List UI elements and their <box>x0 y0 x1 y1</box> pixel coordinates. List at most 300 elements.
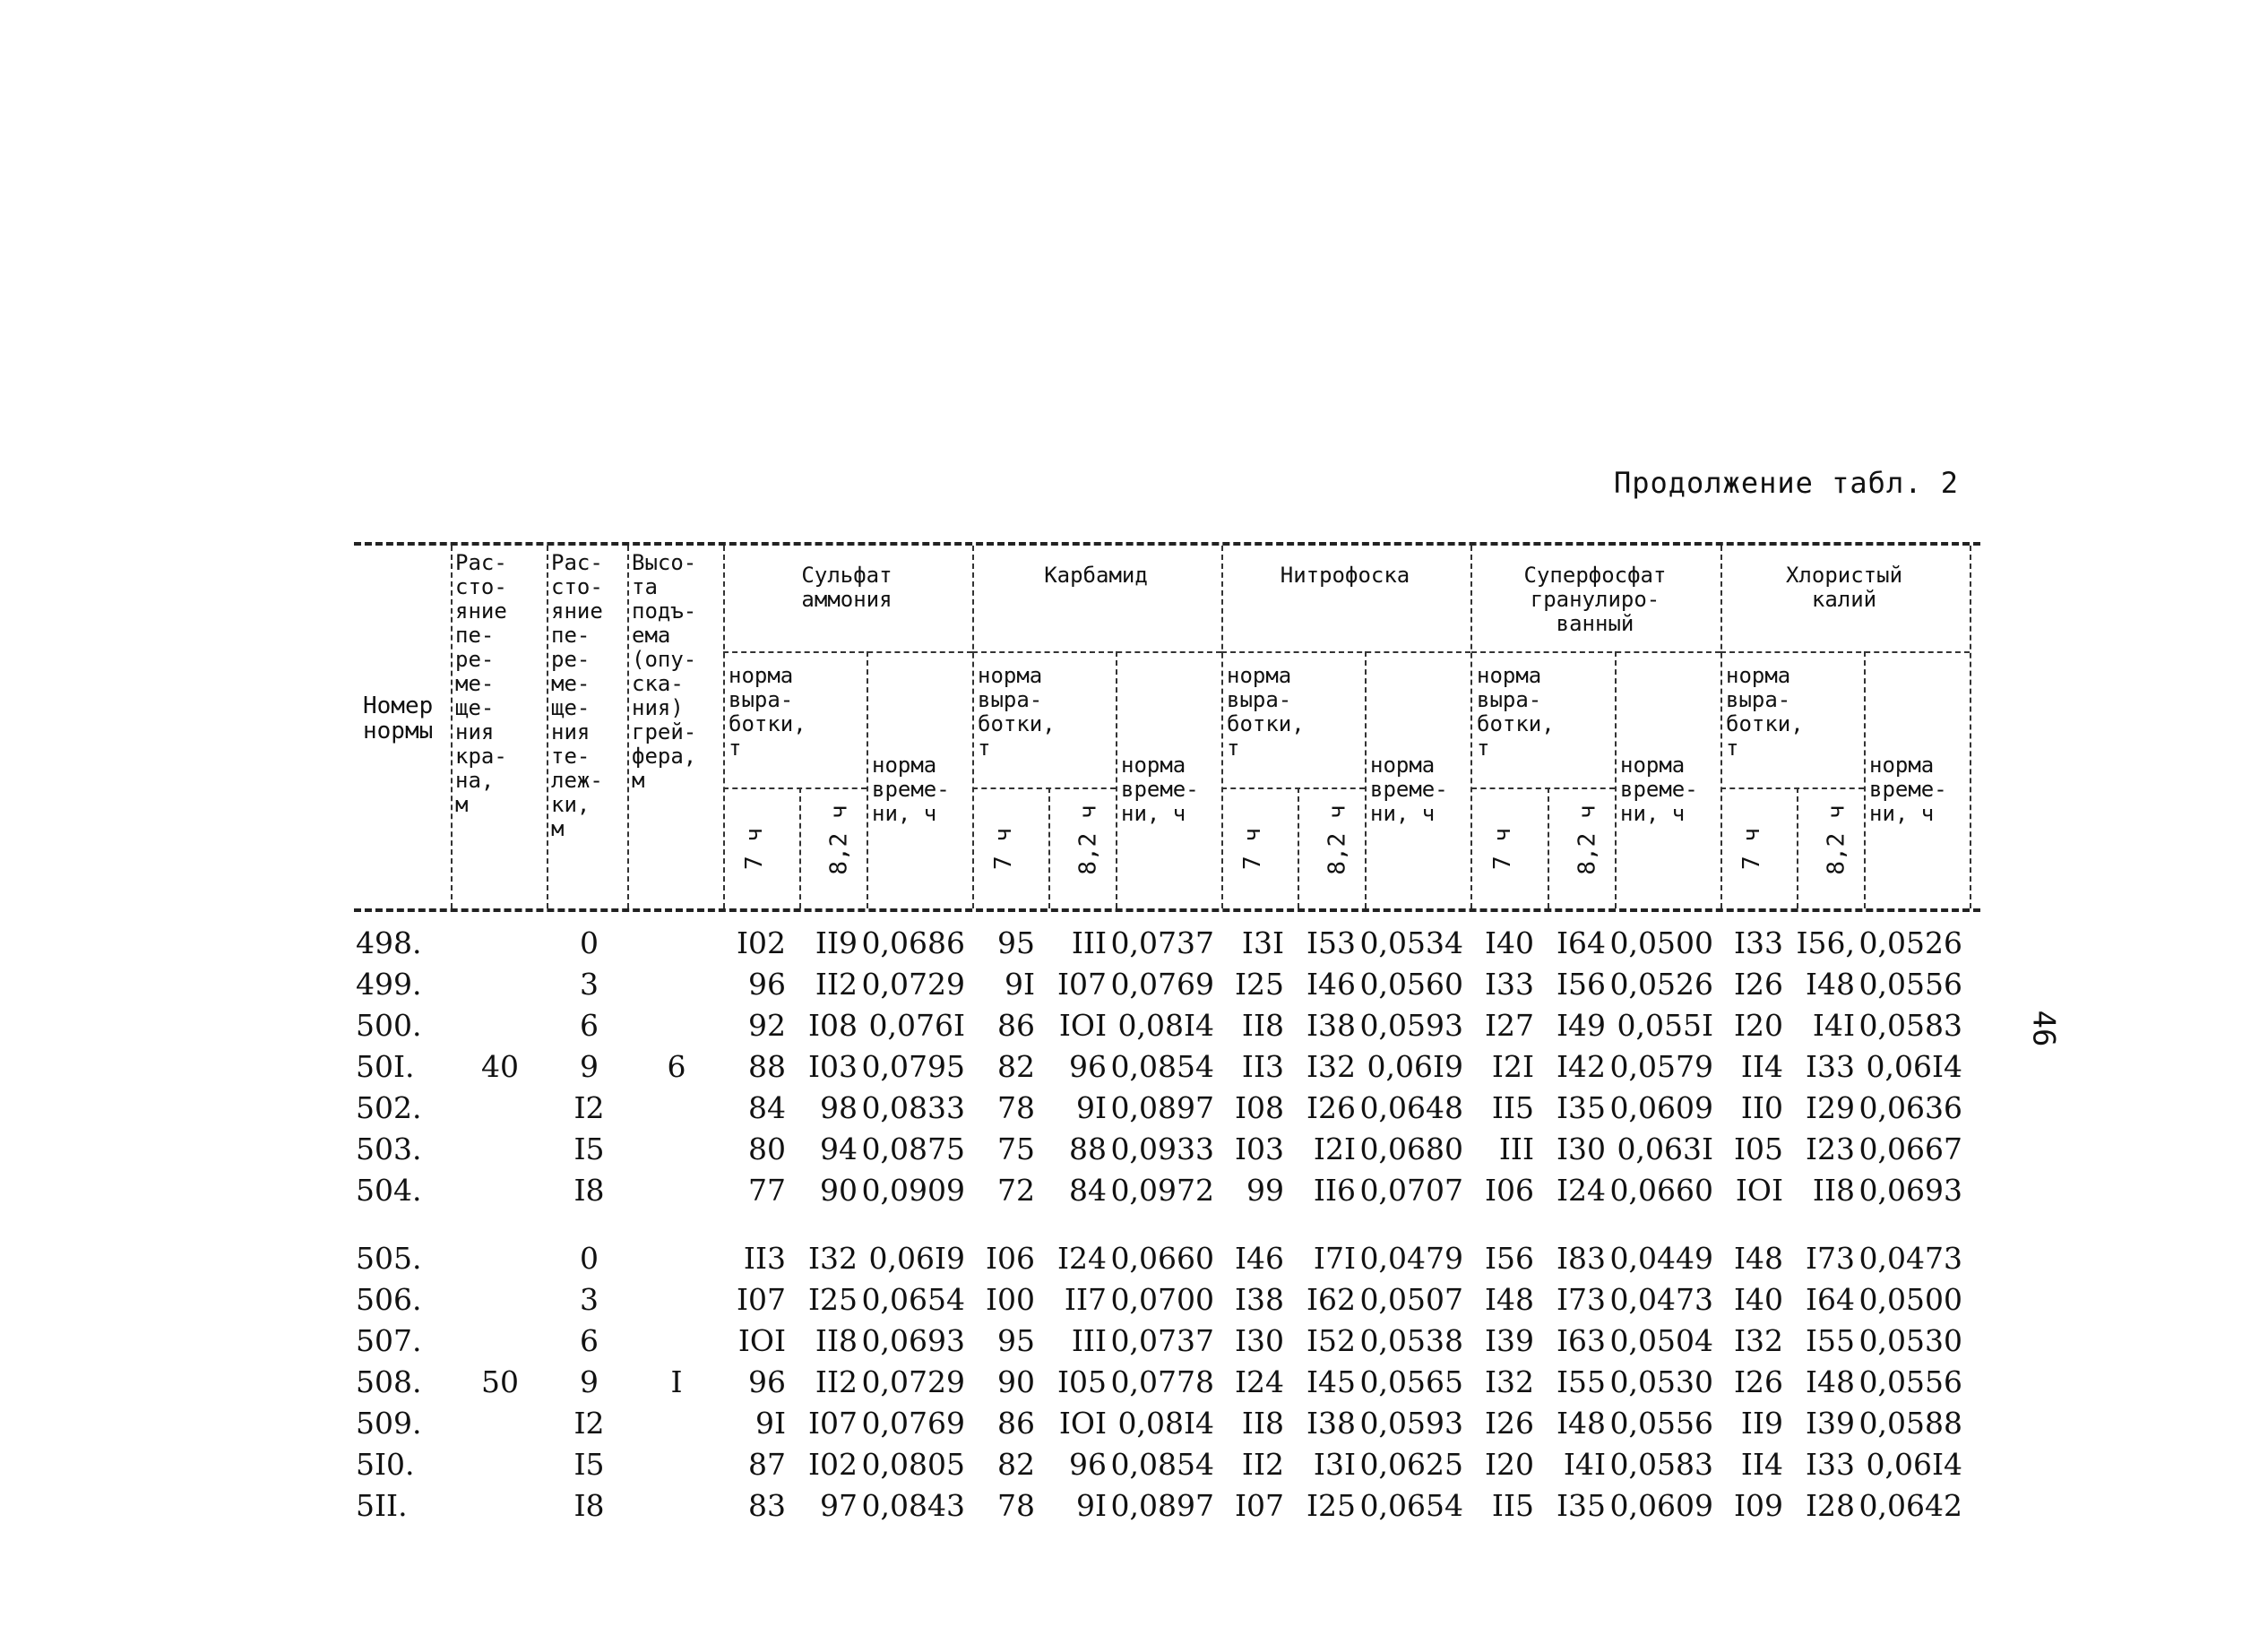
table-cell: 0,0660 <box>1609 1173 1713 1208</box>
table-cell: 0,0565 <box>1359 1364 1463 1399</box>
table-cell: I07 <box>807 1406 858 1441</box>
table-cell: 0,0654 <box>1359 1488 1463 1523</box>
table-cell: 82 <box>997 1447 1035 1482</box>
table-cell: 0,0897 <box>1110 1488 1214 1523</box>
table-cell: 0,0593 <box>1359 1406 1463 1441</box>
table-cell: I25 <box>1234 967 1284 1002</box>
table-cell: II0 <box>1740 1090 1783 1125</box>
table-cell: I29 <box>1805 1090 1855 1125</box>
header-rule <box>1720 787 1864 789</box>
table-cell: I40 <box>1733 1282 1783 1317</box>
table-cell: 0,0642 <box>1858 1488 1962 1523</box>
table-cell: 90 <box>820 1173 858 1208</box>
table-cell: 0,0795 <box>861 1049 965 1084</box>
table-cell: 9I <box>1075 1488 1107 1523</box>
table-cell: 0,0583 <box>1609 1447 1713 1482</box>
header-separator <box>451 546 453 908</box>
header-group-name: Хлористый калий <box>1785 563 1903 612</box>
table-cell: I32 <box>1733 1323 1783 1358</box>
table-cell: 9I <box>1004 967 1035 1002</box>
header-group-name: Нитрофоска <box>1280 563 1410 588</box>
row-num: 498. <box>356 925 422 960</box>
table-cell: I05 <box>1733 1131 1783 1166</box>
table-cell: 86 <box>997 1406 1035 1441</box>
table-cell: 0,0729 <box>861 967 965 1002</box>
table-cell: I26 <box>1484 1406 1534 1441</box>
table-cell: 84 <box>1069 1173 1107 1208</box>
table-cell: 0,0693 <box>1858 1173 1962 1208</box>
table-cell: 82 <box>997 1049 1035 1084</box>
table-cell: I49 <box>1556 1008 1606 1043</box>
header-subcol-7h: 7 ч <box>1738 828 1765 870</box>
table-cell: IOI <box>737 1323 786 1358</box>
cell-trolley-distance: 9 <box>580 1364 599 1399</box>
header-separator <box>1470 546 1472 908</box>
header-separator <box>547 546 548 908</box>
table-cell: I56 <box>1556 967 1606 1002</box>
table-cell: 96 <box>748 1364 786 1399</box>
table-row <box>354 1170 1980 1211</box>
row-num: 507. <box>356 1323 422 1358</box>
row-num: 502. <box>356 1090 422 1125</box>
row-num: 499. <box>356 967 422 1002</box>
row-num: 504. <box>356 1173 422 1208</box>
table-cell: I38 <box>1306 1406 1356 1441</box>
header-group-name: Сульфат аммония <box>801 563 893 612</box>
table-cell: II9 <box>1740 1406 1783 1441</box>
table-cell: 0,0933 <box>1110 1131 1214 1166</box>
header-subcol-7h: 7 ч <box>1488 828 1516 870</box>
table-cell: 0,0500 <box>1858 1282 1962 1317</box>
header-subcol-8h: 8,2 ч <box>825 804 853 875</box>
table-cell: 98 <box>820 1090 858 1125</box>
table-row <box>354 1238 1980 1279</box>
table-cell: I35 <box>1556 1090 1606 1125</box>
table-cell: 95 <box>997 1323 1035 1358</box>
header-rule <box>723 787 867 789</box>
header-separator <box>1298 787 1299 908</box>
row-num: 506. <box>356 1282 422 1317</box>
table-cell: III <box>1498 1131 1534 1166</box>
table-cell: I32 <box>807 1241 858 1276</box>
table-cell: I73 <box>1556 1282 1606 1317</box>
table-cell: 0,0534 <box>1359 925 1463 960</box>
row-num: 500. <box>356 1008 422 1043</box>
table-cell: 0,0686 <box>861 925 965 960</box>
table-row <box>354 1321 1980 1362</box>
table-cell: 0,06I4 <box>1866 1049 1962 1084</box>
table-body <box>354 923 1980 1527</box>
table-cell: I30 <box>1234 1323 1284 1358</box>
row-num: 5I0. <box>356 1447 415 1482</box>
header-separator <box>867 651 868 908</box>
table-cell: 9I <box>1075 1090 1107 1125</box>
cell-trolley-distance: I8 <box>573 1488 605 1523</box>
table-cell: I24 <box>1556 1173 1606 1208</box>
header-rule <box>1221 651 1470 653</box>
table-cell: 0,0843 <box>861 1488 965 1523</box>
table-cell: 0,0660 <box>1110 1241 1214 1276</box>
table-cell: 96 <box>748 967 786 1002</box>
table-cell: 78 <box>997 1488 1035 1523</box>
row-group <box>354 923 1980 1211</box>
row-num: 505. <box>356 1241 422 1276</box>
table-row <box>354 1403 1980 1444</box>
table-cell: 0,0538 <box>1359 1323 1463 1358</box>
table-cell: I7I <box>1313 1241 1356 1276</box>
header-separator <box>1548 787 1549 908</box>
table-cell: I33 <box>1805 1447 1855 1482</box>
page-number: 46 <box>2025 1010 2062 1047</box>
table-cell: I4I <box>1812 1008 1855 1043</box>
table-cell: 0,0693 <box>861 1323 965 1358</box>
table-cell: 94 <box>820 1131 858 1166</box>
table-cell: 0,0556 <box>1858 967 1962 1002</box>
table-cell: II8 <box>1812 1173 1855 1208</box>
header-time: норма време- ни, ч <box>1869 753 1947 826</box>
table-cell: 0,0854 <box>1110 1049 1214 1084</box>
table-cell: I2I <box>1491 1049 1534 1084</box>
table-cell: I02 <box>736 925 786 960</box>
table-cell: I07 <box>1056 967 1107 1002</box>
table-cell: I55 <box>1556 1364 1606 1399</box>
table-cell: 0,0507 <box>1359 1282 1463 1317</box>
table-cell: I73 <box>1805 1241 1855 1276</box>
table-cell: I48 <box>1805 1364 1855 1399</box>
table-row <box>354 1088 1980 1129</box>
table-cell: I48 <box>1556 1406 1606 1441</box>
cell-trolley-distance: 3 <box>580 1282 599 1317</box>
table-cell: 0,0680 <box>1359 1131 1463 1166</box>
cell-trolley-distance: I5 <box>573 1131 605 1166</box>
header-time: норма време- ни, ч <box>1121 753 1199 826</box>
table-cell: 9I <box>755 1406 786 1441</box>
table-cell: 0,06I4 <box>1866 1447 1962 1482</box>
table-cell: IOI <box>1058 1008 1107 1043</box>
table-cell: I26 <box>1733 1364 1783 1399</box>
table-cell: I33 <box>1805 1049 1855 1084</box>
header-subcol-7h: 7 ч <box>1238 828 1266 870</box>
table-cell: 0,0579 <box>1609 1049 1713 1084</box>
cell-trolley-distance: 9 <box>580 1049 599 1084</box>
row-num: 50I. <box>356 1049 415 1084</box>
table-cell: I24 <box>1056 1241 1107 1276</box>
table-cell: I23 <box>1805 1131 1855 1166</box>
header-output: норма выра- ботки, т <box>1477 663 1555 761</box>
header-separator <box>972 546 974 908</box>
table-cell: 0,0504 <box>1609 1323 1713 1358</box>
table-cell: IOI <box>1058 1406 1107 1441</box>
table-cell: I26 <box>1733 967 1783 1002</box>
table-cell: IOI <box>1735 1173 1783 1208</box>
table-cell: I64 <box>1556 925 1606 960</box>
cell-trolley-distance: I2 <box>573 1090 605 1125</box>
table-cell: I06 <box>985 1241 1035 1276</box>
table-cell: I2I <box>1313 1131 1356 1166</box>
table-cell: II4 <box>1740 1447 1783 1482</box>
table-row <box>354 1444 1980 1485</box>
table-cell: 0,0479 <box>1359 1241 1463 1276</box>
header-separator <box>799 787 801 908</box>
header-separator <box>1720 546 1722 908</box>
table-cell: I48 <box>1484 1282 1534 1317</box>
table-cell: I56 <box>1484 1241 1534 1276</box>
table-cell: I24 <box>1234 1364 1284 1399</box>
table-cell: I52 <box>1306 1323 1356 1358</box>
table-cell: I06 <box>1484 1173 1534 1208</box>
table-cell: I08 <box>807 1008 858 1043</box>
table-cell: I07 <box>736 1282 786 1317</box>
table-cell: 0,0729 <box>861 1364 965 1399</box>
table-cell: 0,0805 <box>861 1447 965 1482</box>
table-cell: 96 <box>1069 1447 1107 1482</box>
table-cell: 75 <box>997 1131 1035 1166</box>
table-cell: II5 <box>1491 1488 1534 1523</box>
table-row <box>354 1046 1980 1088</box>
table-cell: 0,0473 <box>1609 1282 1713 1317</box>
table-cell: 0,0556 <box>1609 1406 1713 1441</box>
table-cell: 0,0636 <box>1858 1090 1962 1125</box>
table-cell: II8 <box>815 1323 858 1358</box>
table-cell: 95 <box>997 925 1035 960</box>
table-cell: I00 <box>985 1282 1035 1317</box>
cell-trolley-distance: 6 <box>580 1323 599 1358</box>
header-height: Высо- та подъ- ема (опу- ска- ния) грей- фера, м <box>632 550 697 793</box>
table-cell: I03 <box>807 1049 858 1084</box>
table-cell: 92 <box>748 1008 786 1043</box>
cell-height: 6 <box>667 1049 686 1084</box>
row-num: 5II. <box>356 1488 408 1523</box>
table-cell: I27 <box>1484 1008 1534 1043</box>
table-cell: 0,0833 <box>861 1090 965 1125</box>
header-subcol-8h: 8,2 ч <box>1574 804 1601 875</box>
row-num: 509. <box>356 1406 422 1441</box>
table-cell: 0,063I <box>1617 1131 1713 1166</box>
table-cell: 0,0530 <box>1609 1364 1713 1399</box>
table-cell: II8 <box>1241 1406 1284 1441</box>
table-cell: I53 <box>1306 925 1356 960</box>
header-num: Номер нормы <box>363 693 434 744</box>
table-cell: II5 <box>1491 1090 1534 1125</box>
header-group-name: Суперфосфат гранулиро- ванный <box>1523 563 1667 636</box>
table-row <box>354 1129 1980 1170</box>
header-output: норма выра- ботки, т <box>729 663 806 761</box>
norms-table <box>354 542 1980 1527</box>
table-cell: 0,0556 <box>1858 1364 1962 1399</box>
table-cell: 0,0449 <box>1609 1241 1713 1276</box>
cell-trolley-distance: I5 <box>573 1447 605 1482</box>
header-rule <box>723 651 972 653</box>
table-cell: 0,0530 <box>1858 1323 1962 1358</box>
table-cell: 0,0909 <box>861 1173 965 1208</box>
table-row <box>354 1005 1980 1046</box>
header-rule <box>1221 787 1365 789</box>
table-cell: I56, <box>1796 925 1855 960</box>
header-rule <box>1471 787 1615 789</box>
table-cell: I46 <box>1306 967 1356 1002</box>
table-cell: 72 <box>997 1173 1035 1208</box>
table-row <box>354 1485 1980 1527</box>
table-cell: 0,0778 <box>1110 1364 1214 1399</box>
table-cell: 0,0526 <box>1609 967 1713 1002</box>
cell-trolley-distance: I2 <box>573 1406 605 1441</box>
header-rule <box>972 787 1116 789</box>
table-cell: I20 <box>1484 1447 1534 1482</box>
table-cell: 0,055I <box>1617 1008 1713 1043</box>
table-cell: 0,0707 <box>1359 1173 1463 1208</box>
header-separator <box>1221 546 1223 908</box>
header-dist-crane: Рас- сто- яние пе- ре- ме- ще- ния кра- на, м <box>455 550 507 817</box>
row-group <box>354 1238 1980 1527</box>
table-cell: 88 <box>1069 1131 1107 1166</box>
table-cell: II6 <box>1313 1173 1356 1208</box>
table-cell: I62 <box>1306 1282 1356 1317</box>
table-cell: I55 <box>1805 1323 1855 1358</box>
table-cell: I08 <box>1234 1090 1284 1125</box>
table-cell: I09 <box>1733 1488 1783 1523</box>
table-cell: 0,0972 <box>1110 1173 1214 1208</box>
table-caption: Продолжение табл. 2 <box>1613 466 1959 500</box>
header-bottom-rule <box>354 908 1980 912</box>
table-cell: II7 <box>1064 1282 1107 1317</box>
table-cell: 0,0769 <box>1110 967 1214 1002</box>
table-cell: I32 <box>1484 1364 1534 1399</box>
header-rule <box>972 651 1221 653</box>
row-num: 508. <box>356 1364 422 1399</box>
header-subcol-8h: 8,2 ч <box>1074 804 1102 875</box>
header-subcol-8h: 8,2 ч <box>1324 804 1351 875</box>
header-separator <box>1864 651 1866 908</box>
header-output: норма выра- ботки, т <box>978 663 1056 761</box>
table-cell: 0,0667 <box>1858 1131 1962 1166</box>
table-row <box>354 1362 1980 1403</box>
table-cell: I40 <box>1484 925 1534 960</box>
table-cell: II3 <box>1241 1049 1284 1084</box>
table-cell: 88 <box>748 1049 786 1084</box>
table-cell: 86 <box>997 1008 1035 1043</box>
table-cell: I48 <box>1805 967 1855 1002</box>
table-cell: 96 <box>1069 1049 1107 1084</box>
table-row <box>354 1279 1980 1321</box>
cell-crane-distance: 40 <box>481 1049 519 1084</box>
table-cell: I48 <box>1733 1241 1783 1276</box>
table-cell: III <box>1071 925 1107 960</box>
table-cell: II3 <box>743 1241 786 1276</box>
header-dist-trolley: Рас- сто- яние пе- ре- ме- ще- ния те- леж- ки, м <box>551 550 603 841</box>
table-cell: I33 <box>1733 925 1783 960</box>
table-cell: 0,0593 <box>1359 1008 1463 1043</box>
table-cell: I33 <box>1484 967 1534 1002</box>
table-cell: I3I <box>1313 1447 1356 1482</box>
table-cell: III <box>1071 1323 1107 1358</box>
table-cell: 0,06I9 <box>868 1241 965 1276</box>
table-cell: I02 <box>807 1447 858 1482</box>
table-cell: 83 <box>748 1488 786 1523</box>
header-rule <box>1720 651 1970 653</box>
table-row <box>354 964 1980 1005</box>
row-num: 503. <box>356 1131 422 1166</box>
table-cell: I03 <box>1234 1131 1284 1166</box>
table-cell: 0,0625 <box>1359 1447 1463 1482</box>
header-subcol-8h: 8,2 ч <box>1823 804 1850 875</box>
table-cell: 0,0737 <box>1110 925 1214 960</box>
table-row <box>354 923 1980 964</box>
header-separator <box>1365 651 1367 908</box>
table-cell: 0,0526 <box>1858 925 1962 960</box>
table-cell: I45 <box>1306 1364 1356 1399</box>
table-cell: 90 <box>997 1364 1035 1399</box>
table-cell: 0,0588 <box>1858 1406 1962 1441</box>
table-cell: 0,0583 <box>1858 1008 1962 1043</box>
cell-trolley-distance: 0 <box>580 1241 599 1276</box>
table-header <box>354 546 1980 908</box>
table-cell: I28 <box>1805 1488 1855 1523</box>
table-cell: II9 <box>815 925 858 960</box>
table-cell: 0,0897 <box>1110 1090 1214 1125</box>
header-time: норма време- ни, ч <box>1620 753 1698 826</box>
table-cell: I64 <box>1805 1282 1855 1317</box>
table-cell: 84 <box>748 1090 786 1125</box>
table-cell: II2 <box>1241 1447 1284 1482</box>
table-cell: I35 <box>1556 1488 1606 1523</box>
table-cell: 0,0609 <box>1609 1488 1713 1523</box>
cell-crane-distance: 50 <box>481 1364 519 1399</box>
cell-trolley-distance: 3 <box>580 967 599 1002</box>
table-cell: 0,076I <box>868 1008 965 1043</box>
cell-trolley-distance: I8 <box>573 1173 605 1208</box>
table-cell: I38 <box>1306 1008 1356 1043</box>
table-cell: I38 <box>1234 1282 1284 1317</box>
table-cell: II2 <box>815 1364 858 1399</box>
table-cell: I32 <box>1306 1049 1356 1084</box>
table-cell: I42 <box>1556 1049 1606 1084</box>
table-cell: II4 <box>1740 1049 1783 1084</box>
table-cell: 78 <box>997 1090 1035 1125</box>
table-cell: 87 <box>748 1447 786 1482</box>
table-cell: 0,08I4 <box>1117 1008 1214 1043</box>
table-cell: 0,0609 <box>1609 1090 1713 1125</box>
table-cell: I07 <box>1234 1488 1284 1523</box>
header-separator <box>1615 651 1617 908</box>
cell-trolley-distance: 6 <box>580 1008 599 1043</box>
header-separator <box>723 546 725 908</box>
header-group-name: Карбамид <box>1044 563 1148 588</box>
table-cell: 0,0473 <box>1858 1241 1962 1276</box>
table-cell: I83 <box>1556 1241 1606 1276</box>
table-cell: 0,0700 <box>1110 1282 1214 1317</box>
table-cell: 0,0875 <box>861 1131 965 1166</box>
table-cell: 0,06I9 <box>1367 1049 1463 1084</box>
header-output: норма выра- ботки, т <box>1726 663 1804 761</box>
cell-trolley-distance: 0 <box>580 925 599 960</box>
header-separator <box>1116 651 1117 908</box>
header-subcol-7h: 7 ч <box>740 828 768 870</box>
table-cell: 0,0769 <box>861 1406 965 1441</box>
table-cell: 80 <box>748 1131 786 1166</box>
header-time: норма време- ни, ч <box>872 753 950 826</box>
table-cell: I05 <box>1056 1364 1107 1399</box>
header-output: норма выра- ботки, т <box>1227 663 1305 761</box>
table-cell: I30 <box>1556 1131 1606 1166</box>
table-cell: I46 <box>1234 1241 1284 1276</box>
header-rule <box>1471 651 1720 653</box>
table-cell: 0,0648 <box>1359 1090 1463 1125</box>
header-separator <box>1797 787 1798 908</box>
table-cell: I25 <box>1306 1488 1356 1523</box>
header-separator <box>1048 787 1050 908</box>
table-cell: 0,08I4 <box>1117 1406 1214 1441</box>
header-separator <box>1970 546 1971 908</box>
